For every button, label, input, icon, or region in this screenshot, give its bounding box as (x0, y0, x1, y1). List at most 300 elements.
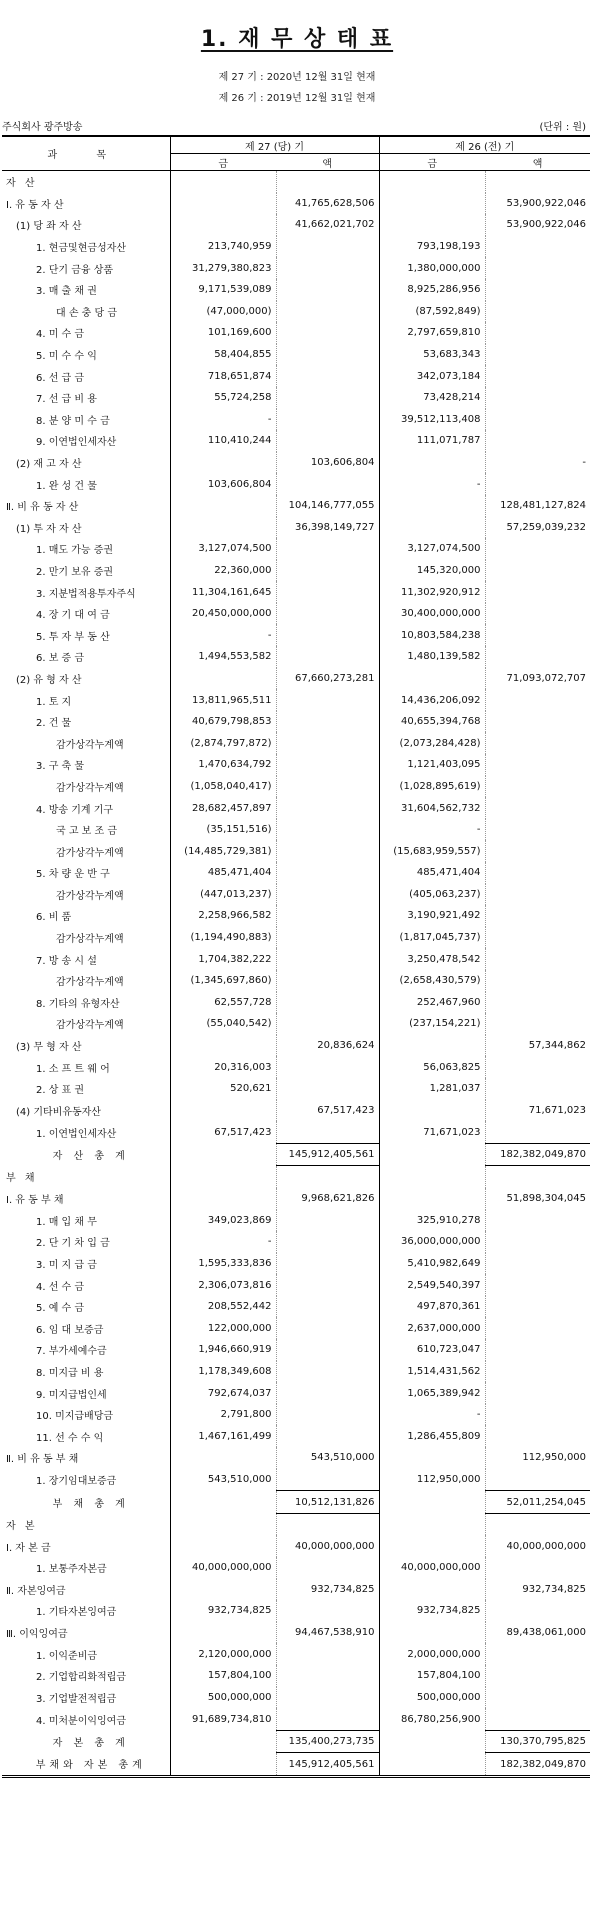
prior-detail-value: 2,637,000,000 (379, 1317, 485, 1339)
prior-amount-value (485, 840, 590, 862)
account-label: 감가상각누계액 (2, 732, 170, 754)
prior-detail-value (379, 214, 485, 236)
prior-detail-value: 8,925,286,956 (379, 279, 485, 301)
prior-amount-value (485, 948, 590, 970)
current-amount-value: 10,512,131,826 (276, 1491, 379, 1514)
prior-amount-value: 128,481,127,824 (500, 500, 587, 512)
account-label: 7. 부가세예수금 (2, 1339, 170, 1361)
prior-amount-value (485, 1643, 590, 1665)
current-detail-value: 485,471,404 (170, 862, 276, 884)
current-detail-value: 40,000,000,000 (170, 1557, 276, 1579)
prior-detail-value: 342,073,184 (379, 365, 485, 387)
current-detail-value: 1,494,553,582 (170, 646, 276, 668)
table-row (2, 1166, 590, 1188)
current-amount-value (276, 257, 379, 279)
prior-detail-value: (405,063,237) (379, 884, 485, 906)
current-amount-value (276, 473, 379, 495)
prior-detail-value: 793,198,193 (379, 236, 485, 258)
current-amount-value (276, 776, 379, 798)
current-detail-value: 91,689,734,810 (170, 1708, 276, 1730)
current-detail-value: - (170, 624, 276, 646)
current-detail-value (170, 1166, 276, 1188)
table-row (2, 1210, 590, 1232)
current-detail-value (170, 1753, 276, 1777)
table-row (2, 646, 590, 668)
current-amount-value (276, 927, 379, 949)
current-amount-header: 액 (276, 154, 379, 171)
current-detail-value: 3,127,074,500 (170, 538, 276, 560)
prior-detail-value: (2,658,430,579) (379, 970, 485, 992)
table-row (2, 495, 590, 517)
current-amount-value (276, 1643, 379, 1665)
account-label: 자 산 총 계 (2, 1143, 170, 1166)
table-row (2, 1665, 590, 1687)
prior-detail-value: 932,734,825 (379, 1600, 485, 1622)
prior-detail-value (379, 495, 485, 517)
account-label: 3. 미 지 급 금 (2, 1253, 170, 1275)
table-row (2, 840, 590, 862)
prior-amount-value (485, 862, 590, 884)
current-detail-value: 1,467,161,499 (170, 1425, 276, 1447)
prior-amount-value (485, 322, 590, 344)
current-detail-value (170, 1188, 276, 1210)
account-label: 7. 선 급 비 용 (2, 387, 170, 409)
prior-amount-header: 액 (485, 154, 590, 171)
current-amount-value (276, 992, 379, 1014)
current-amount-value (276, 862, 379, 884)
prior-amount-value (485, 581, 590, 603)
account-label: 4. 선 수 금 (2, 1274, 170, 1296)
account-label: Ⅱ. 비 유 동 부 채 (2, 1447, 170, 1469)
prior-amount-value (485, 797, 590, 819)
table-row (2, 624, 590, 646)
table-row (2, 927, 590, 949)
prior-detail-value (379, 1166, 485, 1188)
current-amount-value (276, 322, 379, 344)
prior-detail-value (379, 668, 485, 690)
account-label: 2. 상 표 권 (2, 1078, 170, 1100)
current-detail-value (170, 1535, 276, 1557)
prior-detail-value: 2,797,659,810 (379, 322, 485, 344)
account-label: 8. 미지급 비 용 (2, 1361, 170, 1383)
account-label: 감가상각누계액 (2, 776, 170, 798)
prior-amount-value (485, 430, 590, 452)
current-detail-value (170, 668, 276, 690)
unit-label: (단위 : 원) (539, 122, 586, 133)
current-amount-value: 67,517,423 (276, 1100, 379, 1122)
table-row (2, 538, 590, 560)
current-detail-value: 55,724,258 (170, 387, 276, 409)
prior-detail-value: 31,604,562,732 (379, 797, 485, 819)
prior-amount-value (485, 409, 590, 431)
current-amount-value (276, 344, 379, 366)
current-detail-value: 20,316,003 (170, 1056, 276, 1078)
prior-detail-header: 금 (379, 154, 485, 171)
table-row (2, 452, 590, 474)
prior-amount-value (485, 927, 590, 949)
prior-detail-value: 73,428,214 (379, 387, 485, 409)
table-row (2, 409, 590, 431)
current-amount-value: 543,510,000 (276, 1447, 379, 1469)
current-amount-value (276, 797, 379, 819)
table-row (2, 1100, 590, 1122)
table-row (2, 236, 590, 258)
prior-amount-value: 71,671,023 (528, 1104, 587, 1116)
table-row (2, 992, 590, 1014)
current-amount-value (276, 171, 379, 193)
account-label: 부채와 자본 총계 (2, 1753, 170, 1777)
prior-detail-value (379, 452, 485, 474)
prior-detail-value: 2,000,000,000 (379, 1643, 485, 1665)
prior-amount-value (485, 1166, 590, 1188)
current-detail-value: (2,874,797,872) (170, 732, 276, 754)
account-label: 10. 미지급배당금 (2, 1404, 170, 1426)
prior-detail-value: (15,683,959,557) (379, 840, 485, 862)
account-label: 감가상각누계액 (2, 884, 170, 906)
current-amount-value (276, 430, 379, 452)
account-label: Ⅰ. 자 본 금 (2, 1535, 170, 1557)
current-detail-value: 40,679,798,853 (170, 711, 276, 733)
prior-detail-value: 1,380,000,000 (379, 257, 485, 279)
table-row (2, 1317, 590, 1339)
table-row (2, 1121, 590, 1143)
current-detail-value (170, 214, 276, 236)
table-row (2, 1600, 590, 1622)
prior-amount-value: 182,382,049,870 (485, 1143, 590, 1166)
prior-amount-value (485, 1404, 590, 1426)
table-row (2, 1425, 590, 1447)
table-row (2, 1339, 590, 1361)
table-row (2, 473, 590, 495)
account-label: 5. 차 량 운 반 구 (2, 862, 170, 884)
account-label: 2. 단기 금융 상품 (2, 257, 170, 279)
account-label: 감가상각누계액 (2, 927, 170, 949)
prior-detail-value: 1,121,403,095 (379, 754, 485, 776)
current-amount-value (276, 884, 379, 906)
prior-amount-value (485, 171, 590, 193)
current-detail-value: - (170, 1231, 276, 1253)
current-detail-value: 500,000,000 (170, 1687, 276, 1709)
current-amount-value: 40,000,000,000 (276, 1535, 379, 1557)
account-label: 8. 기타의 유형자산 (2, 992, 170, 1014)
account-label: 4. 미 수 금 (2, 322, 170, 344)
table-row (2, 884, 590, 906)
account-label: (2) 재 고 자 산 (2, 452, 170, 474)
prior-detail-value: 53,683,343 (379, 344, 485, 366)
prior-detail-value: 40,655,394,768 (379, 711, 485, 733)
table-row (2, 603, 590, 625)
prior-detail-value: 497,870,361 (379, 1296, 485, 1318)
table-row (2, 1687, 590, 1709)
account-label: 감가상각누계액 (2, 970, 170, 992)
table-row (2, 905, 590, 927)
current-amount-value (276, 970, 379, 992)
prior-detail-value (379, 1447, 485, 1469)
prior-detail-value: 252,467,960 (379, 992, 485, 1014)
current-period-line: 제 27 기 : 2020년 12월 31일 현재 (218, 72, 376, 83)
current-amount-value: 135,400,273,735 (276, 1730, 379, 1753)
prior-detail-value: 1,286,455,809 (379, 1425, 485, 1447)
prior-amount-value (485, 1339, 590, 1361)
account-label: 9. 미지급법인세 (2, 1382, 170, 1404)
account-label: 4. 미처분이익잉여금 (2, 1708, 170, 1730)
account-label: 6. 비 품 (2, 905, 170, 927)
current-amount-value (276, 603, 379, 625)
current-detail-value (170, 1143, 276, 1166)
table-row (2, 193, 590, 215)
current-detail-value (170, 517, 276, 539)
current-detail-value (170, 1730, 276, 1753)
current-amount-value (276, 689, 379, 711)
table-row (2, 1579, 590, 1601)
table-row (2, 171, 590, 193)
current-amount-value (276, 754, 379, 776)
current-detail-value: 2,258,966,582 (170, 905, 276, 927)
current-amount-value (276, 624, 379, 646)
account-label: 3. 지분법적용투자주식 (2, 581, 170, 603)
prior-amount-value (485, 236, 590, 258)
current-amount-value: 36,398,149,727 (276, 517, 379, 539)
account-label: 1. 매도 가능 증권 (2, 538, 170, 560)
table-row (2, 430, 590, 452)
table-row (2, 797, 590, 819)
prior-amount-value (485, 1317, 590, 1339)
table-row (2, 1404, 590, 1426)
current-detail-value (170, 1622, 276, 1644)
account-label: 2. 기업합리화적립금 (2, 1665, 170, 1687)
prior-amount-value (485, 1210, 590, 1232)
account-label: 2. 만기 보유 증권 (2, 560, 170, 582)
current-amount-value (276, 1382, 379, 1404)
current-detail-value: 792,674,037 (170, 1382, 276, 1404)
account-label: 3. 매 출 채 권 (2, 279, 170, 301)
table-row (2, 214, 590, 236)
prior-amount-value: 53,900,922,046 (506, 197, 587, 209)
prior-detail-value: 157,804,100 (379, 1665, 485, 1687)
prior-amount-value (485, 1382, 590, 1404)
current-amount-value (276, 538, 379, 560)
current-detail-value: (35,151,516) (170, 819, 276, 841)
current-amount-value (276, 1513, 379, 1535)
prior-detail-value (379, 1513, 485, 1535)
current-amount-value (276, 560, 379, 582)
table-row (2, 1643, 590, 1665)
current-amount-value (276, 1339, 379, 1361)
current-detail-value: 349,023,869 (170, 1210, 276, 1232)
account-label: 1. 토 지 (2, 689, 170, 711)
current-amount-value: 41,765,628,506 (276, 193, 379, 215)
table-row (2, 732, 590, 754)
table-row (2, 948, 590, 970)
prior-detail-value (379, 1535, 485, 1557)
prior-detail-value (379, 1730, 485, 1753)
current-detail-value (170, 452, 276, 474)
prior-amount-value (485, 1425, 590, 1447)
table-row (2, 1730, 590, 1753)
current-detail-value: (447,013,237) (170, 884, 276, 906)
current-detail-value: 1,595,333,836 (170, 1253, 276, 1275)
current-detail-value (170, 193, 276, 215)
prior-detail-value: - (379, 1404, 485, 1426)
prior-amount-value (485, 624, 590, 646)
current-detail-value: 718,651,874 (170, 365, 276, 387)
account-label: Ⅲ. 이익잉여금 (2, 1622, 170, 1644)
current-amount-value (276, 1665, 379, 1687)
current-detail-value (170, 1579, 276, 1601)
prior-detail-value: 500,000,000 (379, 1687, 485, 1709)
current-detail-value: - (170, 409, 276, 431)
current-period-header: 제 27 (당) 기 (170, 136, 379, 154)
prior-detail-value (379, 171, 485, 193)
prior-amount-value: 89,438,061,000 (506, 1627, 587, 1639)
account-label: 6. 보 증 금 (2, 646, 170, 668)
prior-amount-value (485, 992, 590, 1014)
prior-detail-value: - (379, 473, 485, 495)
account-label: 감가상각누계액 (2, 840, 170, 862)
prior-detail-value: 3,190,921,492 (379, 905, 485, 927)
account-label: 9. 이연법인세자산 (2, 430, 170, 452)
prior-amount-value (485, 884, 590, 906)
current-detail-value: (1,058,040,417) (170, 776, 276, 798)
current-amount-value (276, 279, 379, 301)
prior-amount-value (485, 905, 590, 927)
prior-amount-value: 130,370,795,825 (485, 1730, 590, 1753)
account-label: 자 산 (2, 171, 170, 193)
current-amount-value (276, 646, 379, 668)
table-row (2, 1382, 590, 1404)
prior-amount-value: 53,900,922,046 (506, 219, 587, 231)
account-label: Ⅰ. 유 동 자 산 (2, 193, 170, 215)
account-label: (2) 유 형 자 산 (2, 668, 170, 690)
account-label: 1. 소 프 트 웨 어 (2, 1056, 170, 1078)
prior-amount-value (485, 711, 590, 733)
table-row (2, 1622, 590, 1644)
prior-detail-value (379, 1188, 485, 1210)
table-row (2, 711, 590, 733)
current-detail-value (170, 1491, 276, 1514)
table-row (2, 1447, 590, 1469)
prior-amount-value (485, 1361, 590, 1383)
prior-amount-value: 71,093,072,707 (506, 672, 587, 684)
prior-amount-value: 57,344,862 (528, 1040, 587, 1052)
prior-amount-value (485, 257, 590, 279)
current-amount-value (276, 1317, 379, 1339)
current-amount-value (276, 1425, 379, 1447)
current-amount-value (276, 409, 379, 431)
document-title: 1. 재 무 상 태 표 (200, 27, 394, 52)
account-label: 국 고 보 조 금 (2, 819, 170, 841)
current-amount-value: 145,912,405,561 (276, 1753, 379, 1777)
account-label: 2. 단 기 차 입 금 (2, 1231, 170, 1253)
current-detail-value (170, 1513, 276, 1535)
current-detail-value: 1,470,634,792 (170, 754, 276, 776)
prior-detail-value (379, 1143, 485, 1166)
prior-amount-value (485, 1121, 590, 1143)
current-amount-value (276, 301, 379, 323)
current-amount-value (276, 1078, 379, 1100)
table-row (2, 517, 590, 539)
account-label: 4. 장 기 대 여 금 (2, 603, 170, 625)
prior-detail-value (379, 193, 485, 215)
current-detail-value: 543,510,000 (170, 1469, 276, 1491)
current-amount-value (276, 1166, 379, 1188)
prior-detail-value (379, 1100, 485, 1122)
prior-detail-value: (1,028,895,619) (379, 776, 485, 798)
current-amount-value (276, 581, 379, 603)
prior-detail-value: 10,803,584,238 (379, 624, 485, 646)
current-detail-value: (14,485,729,381) (170, 840, 276, 862)
current-amount-value (276, 1557, 379, 1579)
table-row (2, 387, 590, 409)
prior-amount-value: 182,382,049,870 (485, 1753, 590, 1777)
balance-sheet-table (2, 135, 590, 1778)
account-label: 1. 이익준비금 (2, 1643, 170, 1665)
current-amount-value (276, 840, 379, 862)
prior-amount-value: 57,259,039,232 (506, 521, 587, 533)
current-detail-value (170, 1447, 276, 1469)
prior-detail-value (379, 1622, 485, 1644)
current-detail-value: (55,040,542) (170, 1013, 276, 1035)
table-row (2, 754, 590, 776)
table-row (2, 1557, 590, 1579)
prior-amount-value (485, 301, 590, 323)
current-detail-value: 208,552,442 (170, 1296, 276, 1318)
account-label: 5. 예 수 금 (2, 1296, 170, 1318)
prior-amount-value (485, 689, 590, 711)
account-label: 자 본 (2, 1513, 170, 1535)
table-row (2, 1078, 590, 1100)
current-amount-value (276, 1210, 379, 1232)
table-row (2, 1361, 590, 1383)
prior-amount-value (485, 1469, 590, 1491)
current-amount-value: 20,836,624 (276, 1035, 379, 1057)
table-row (2, 279, 590, 301)
prior-amount-value (485, 1078, 590, 1100)
table-row (2, 689, 590, 711)
account-label: (3) 무 형 자 산 (2, 1035, 170, 1057)
current-amount-value: 104,146,777,055 (276, 495, 379, 517)
account-header: 과 목 (2, 136, 170, 171)
prior-detail-value: 610,723,047 (379, 1339, 485, 1361)
table-row (2, 560, 590, 582)
prior-amount-value: 40,000,000,000 (506, 1540, 587, 1552)
table-row (2, 301, 590, 323)
prior-amount-value (485, 1231, 590, 1253)
prior-amount-value (485, 1013, 590, 1035)
prior-amount-value: 51,898,304,045 (506, 1193, 587, 1205)
company-name: 주식회사 광주방송 (2, 122, 83, 133)
prior-detail-value: 36,000,000,000 (379, 1231, 485, 1253)
table-row (2, 1143, 590, 1166)
current-detail-value: 1,178,349,608 (170, 1361, 276, 1383)
prior-amount-value (485, 1600, 590, 1622)
table-row (2, 1535, 590, 1557)
prior-detail-value: 485,471,404 (379, 862, 485, 884)
prior-detail-value (379, 1579, 485, 1601)
prior-amount-value (485, 1708, 590, 1730)
prior-detail-value: 145,320,000 (379, 560, 485, 582)
account-label: Ⅱ. 자본잉여금 (2, 1579, 170, 1601)
account-label: 대 손 충 당 금 (2, 301, 170, 323)
prior-amount-value: - (582, 457, 587, 469)
current-amount-value (276, 905, 379, 927)
account-label: 1. 기타자본잉여금 (2, 1600, 170, 1622)
table-row (2, 862, 590, 884)
table-row (2, 1035, 590, 1057)
current-detail-value: 62,557,728 (170, 992, 276, 1014)
prior-detail-value: 14,436,206,092 (379, 689, 485, 711)
prior-amount-value (485, 776, 590, 798)
